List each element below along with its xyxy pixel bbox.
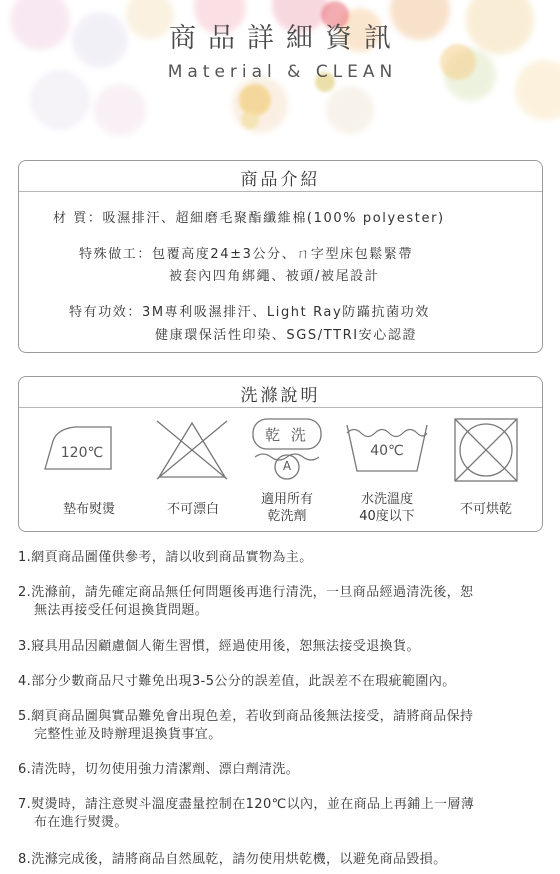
- material-line: 材 質：吸濕排汗、超細磨毛聚酯纖維棉(100% polyester): [53, 211, 445, 226]
- product-intro-title: 商品介紹: [240, 170, 321, 190]
- product-intro-box: [18, 160, 543, 353]
- note-line: 5.網頁商品圖與實品難免會出現色差，若收到商品後無法接受，請將商品保持: [18, 709, 474, 724]
- note-item: [18, 851, 546, 869]
- note-line: 3.寢具用品因顧慮個人衛生習慣，經過使用後，恕無法接受退換貨。: [18, 639, 420, 654]
- note-line-continued: 無法再接受任何退換貨問題。: [34, 603, 209, 618]
- function-line-2: 健康環保活性印染、SGS/TTRI安心認證: [155, 328, 418, 343]
- note-line: 4.部分少數商品尺寸難免出現3-5公分的誤差值，此誤差不在瑕疵範圍內。: [18, 674, 456, 689]
- note-line: 6.清洗時，切勿使用強力清潔劑、漂白劑清洗。: [18, 762, 300, 777]
- process-line-2: 被套內四角綁繩、被頭/被尾設計: [169, 269, 380, 284]
- no-tumble-dry-label: 不可烘乾: [459, 502, 512, 517]
- function-line-1: 特有功效：3M專利吸濕排汗、Light Ray防蹣抗菌功效: [69, 305, 430, 320]
- dry-clean-label-2: 乾洗劑: [267, 509, 307, 524]
- iron-label: 墊布熨燙: [62, 502, 115, 517]
- dry-clean-letter: A: [282, 459, 292, 473]
- no-tumble-dry-icon: [453, 417, 519, 487]
- page-subtitle: Material & CLEAN: [167, 62, 398, 82]
- dry-clean-icon: [251, 417, 323, 481]
- wash-temp-label: 40℃: [370, 443, 404, 459]
- care-instructions-header: [19, 377, 542, 408]
- note-item: [18, 584, 546, 620]
- note-item: [18, 673, 546, 691]
- process-line-1: 特殊做工：包覆高度24±3公分、ㄇ字型床包鬆緊帶: [79, 247, 414, 262]
- note-line: 8.洗滌完成後，請將商品自然風乾，請勿使用烘乾機，以避免商品毀損。: [18, 852, 447, 867]
- note-item: [18, 761, 546, 779]
- note-item: [18, 796, 546, 832]
- note-item: [18, 708, 546, 744]
- note-line: 7.熨燙時，請注意熨斗溫度盡量控制在120℃以內，並在商品上再鋪上一層薄: [18, 797, 475, 812]
- page-title: 商品詳細資訊: [169, 23, 403, 54]
- wash-label-1: 水洗溫度: [360, 492, 413, 507]
- note-item: [18, 638, 546, 656]
- care-instructions-title: 洗滌說明: [240, 386, 321, 406]
- note-line: 2.洗滌前，請先確定商品無任何問題後再進行清洗，一旦商品經過清洗後，恕: [18, 585, 474, 600]
- note-line-continued: 完整性並及時辦理退換貨事宜。: [34, 727, 222, 742]
- note-line-continued: 布在進行熨燙。: [34, 815, 128, 830]
- wash-label-2: 40度以下: [359, 509, 415, 524]
- iron-icon: [41, 419, 117, 473]
- product-intro-header: [19, 161, 542, 192]
- wash-tub-icon: [345, 423, 429, 473]
- note-item: [18, 549, 546, 567]
- iron-temp-label: 120℃: [60, 445, 104, 461]
- care-instructions-box: [18, 376, 543, 532]
- dry-clean-word: 乾 洗: [265, 426, 309, 444]
- no-bleach-icon: [155, 419, 229, 485]
- no-bleach-label: 不可漂白: [166, 502, 219, 517]
- dry-clean-label-1: 適用所有: [260, 492, 313, 507]
- note-line: 1.網頁商品圖僅供參考，請以收到商品實物為主。: [18, 550, 313, 565]
